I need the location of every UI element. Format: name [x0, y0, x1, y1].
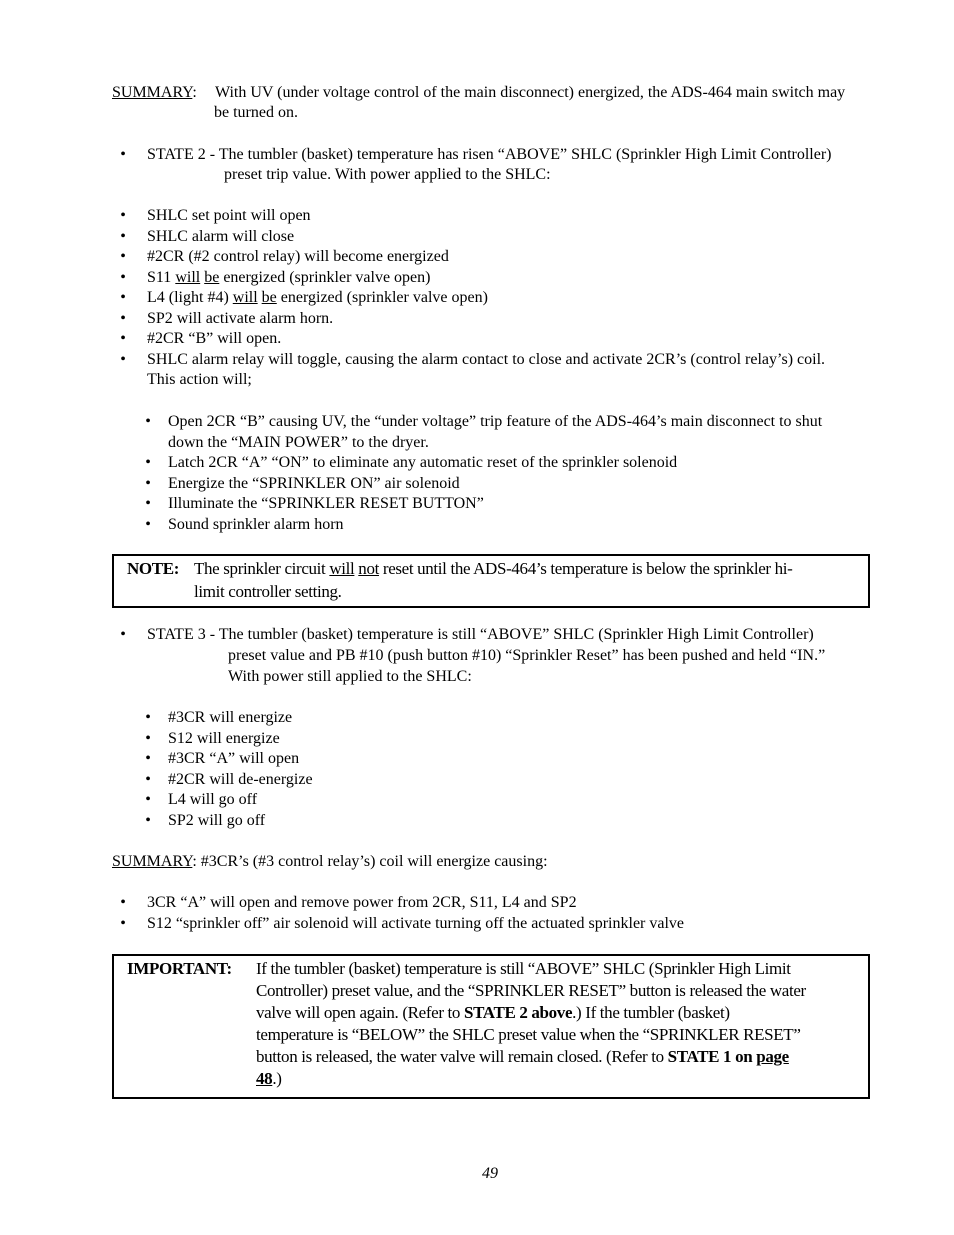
page-48-link-number[interactable]: 48: [256, 1069, 273, 1088]
state-3-line-2: preset value and PB #10 (push button #10) “Sprinkler Reset” has been pushed and held “IN.”: [228, 647, 826, 664]
state-2-paragraph: [118, 145, 878, 187]
note-text-line-2: limit controller setting.: [194, 582, 342, 601]
summary-text-line-1: With UV (under voltage control of the main disconnect) energized, the ADS-464 main switch may: [215, 84, 846, 101]
state-3-paragraph: [118, 625, 878, 689]
summary-text-line-2: be turned on.: [214, 104, 298, 121]
important-line-1: If the tumbler (basket) temperature is still “ABOVE” SHLC (Sprinkler High Limit: [256, 959, 791, 978]
summary-paragraph: [112, 83, 882, 125]
state-2-sub-list: • Open 2CR “B” causing UV, the “under voltage” trip feature of the ADS-464’s main disconnect to shut down the “MAIN POWER” to the dryer. • Latch 2CR “A” “ON” to eliminate any automatic reset of the sprinkler solenoid • Energize the “SPRINKLER ON” air solenoid • Illuminate the “SPRINKLER RESET BUTTON” • Sound sprinkler alarm horn: [145, 413, 823, 533]
summary-line-1: SUMMARY:: [112, 84, 197, 101]
important-line-3: valve will open again. (Refer to STATE 2 above.) If the tumbler (basket): [256, 1003, 730, 1022]
important-line-5: button is released, the water valve will remain closed. (Refer to STATE 1 on page: [256, 1047, 789, 1066]
state-2-list: • SHLC set point will open • SHLC alarm will close • #2CR (#2 control relay) will become energized • S11 will be energized (sprinkler valve open) • L4 (light #4) will be energized (sprinkler valve open) • SP2 will activate alarm horn. • #2CR “B” will open. • SHLC alarm relay will toggle, causing the alarm contact to close and activate 2CR’s (control relay’s) coil. This action will;: [120, 207, 826, 388]
note-label: NOTE:: [127, 559, 180, 578]
bullet: •: [120, 146, 126, 163]
important-line-4: temperature is “BELOW” the SHLC preset value when the “SPRINKLER RESET”: [256, 1025, 801, 1044]
state-2-line-1: STATE 2 - The tumbler (basket) temperature has risen “ABOVE” SHLC (Sprinkler High Limit Controller): [147, 146, 832, 163]
note-box: [112, 554, 870, 608]
note-text-line-1: The sprinkler circuit will not reset until the ADS-464’s temperature is below the sprinkler hi-: [194, 559, 793, 578]
summary-2-paragraph: [112, 852, 812, 874]
bullet: •: [120, 626, 126, 643]
list-item-continuation: This action will;: [147, 371, 252, 388]
summary-2-list: • 3CR “A” will open and remove power from 2CR, S11, L4 and SP2 • S12 “sprinkler off” air solenoid will activate turning off the actuated sprinkler valve: [120, 894, 685, 932]
page-48-link[interactable]: page: [756, 1047, 789, 1066]
state-2-line-2: preset trip value. With power applied to the SHLC:: [224, 166, 551, 183]
state-3-line-3: With power still applied to the SHLC:: [228, 668, 472, 685]
important-line-2: Controller) preset value, and the “SPRINKLER RESET” button is released the water: [256, 981, 806, 1000]
important-line-6: 48.): [256, 1069, 282, 1088]
important-label: IMPORTANT:: [127, 959, 232, 978]
state-3-list: • #3CR will energize • S12 will energize • #3CR “A” will open • #2CR will de-energize • L4 will go off • SP2 will go off: [145, 709, 313, 829]
summary-label: SUMMARY: [112, 853, 193, 870]
important-box: [112, 954, 870, 1099]
summary-2-line: SUMMARY: #3CR’s (#3 control relay’s) coil will energize causing:: [112, 853, 548, 870]
page-number: 49: [482, 1165, 498, 1182]
important-text: [256, 958, 866, 1090]
summary-label: SUMMARY: [112, 84, 193, 101]
sub-list-item-continuation: down the “MAIN POWER” to the dryer.: [168, 433, 429, 451]
state-3-line-1: STATE 3 - The tumbler (basket) temperature is still “ABOVE” SHLC (Sprinkler High Limit Controller): [147, 626, 814, 643]
